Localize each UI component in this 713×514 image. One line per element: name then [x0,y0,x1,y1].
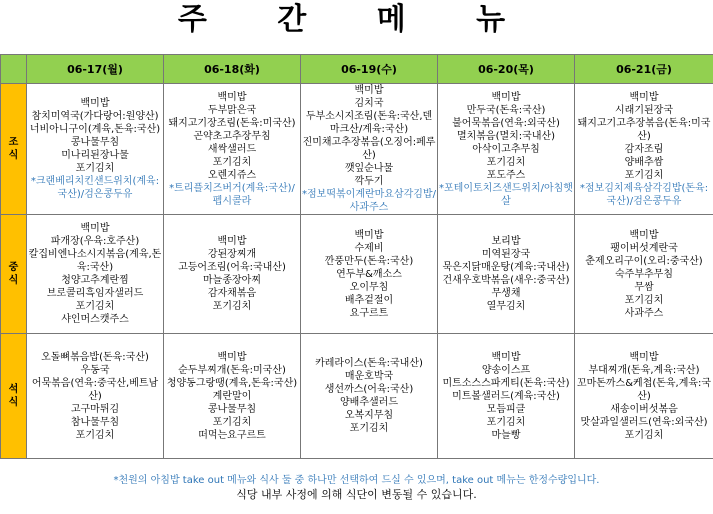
menu-item: 보리밥 [491,236,521,247]
menu-item: 멸치볶음(멸치:국내산) [456,130,556,142]
takeout-note: *천원의 아침밥 take out 메뉴와 식사 둘 중 하나만 선택하여 드실 수 있으며, take out 메뉴는 한정수량입니다. [113,475,600,486]
date-header: 06-20(목) [438,55,575,84]
change-notice: 식당 내부 사정에 의해 식단이 변동될 수 있습니다. [236,488,477,501]
menu-item: 고등어조림(어육:국내산) [178,262,286,273]
page-title: 주 간 메 뉴 [177,2,536,37]
menu-item: 청양고추계란찜 [61,275,129,286]
menu-cell [438,334,575,459]
menu-item: 미트소스스파게티(돈육:국산) [442,377,570,389]
date-header: 06-19(수) [301,55,438,84]
menu-cell [301,334,438,459]
menu-cell [575,215,713,334]
menu-item: 백미밥 [491,91,521,103]
footer-notes [0,474,713,502]
menu-item: 무생채 [491,288,521,299]
date-header-row [1,55,713,84]
takeout-special-item: *점보떡볶이계란마요삼각김밥/사과주스 [302,189,436,213]
menu-item: 새송이버섯볶음 [610,403,678,415]
menu-item: 열무김치 [486,301,526,312]
menu-item: 감자조림 [624,143,664,155]
menu-cell [438,84,575,215]
header-corner [1,55,27,84]
menu-item: 포기김치 [349,423,389,434]
menu-item: 백미밥 [629,91,659,103]
menu-item: 돼지고기고추장볶음(돈육:미국산) [577,117,711,142]
menu-item: 모듬피클 [486,403,526,415]
meal-label-lunch: 중 식 [1,215,27,334]
menu-item: 순두부찌개(돈육:미국산) [178,364,286,376]
menu-item: 양배추쌈 [624,156,664,168]
menu-item: 아삭이고추무침 [472,143,540,155]
menu-item: 포기김치 [624,169,664,181]
menu-item: 두부맑은국 [207,104,257,116]
menu-item: 백미밥 [629,229,659,241]
date-header: 06-18(화) [164,55,301,84]
menu-cell [575,84,713,215]
menu-item: 파개장(우육:호주산) [50,236,140,247]
menu-item: 배추겉절이 [344,294,394,306]
menu-item: 샤인머스캣주스 [61,314,129,325]
menu-item: 오렌지쥬스 [207,169,257,181]
menu-item: 포기김치 [75,429,115,441]
menu-item: 마늘빵 [491,429,521,441]
menu-item: 묵은지닭매운탕(계육:국내산) [442,262,570,273]
menu-item: 마늘종장아찌 [203,275,261,286]
menu-item: 청양동그랑땡(계육,돈육:국산) [166,377,298,389]
menu-item: 돼지고기장조림(돈육:미국산) [168,117,296,129]
menu-item: 깻잎순나물 [344,163,394,174]
menu-item: 백미밥 [80,98,110,109]
menu-item: 불어묵볶음(연육:외국산) [452,117,560,129]
menu-item: 양송이스프 [481,364,531,376]
menu-item: 시래기된장국 [615,104,673,116]
menu-item: 부대찌개(돈육,계육:국산) [588,364,700,376]
menu-item: 깐풍만두(돈육:국산) [324,255,414,267]
menu-item: 참나물무침 [70,416,120,428]
menu-item: 포기김치 [486,416,526,428]
menu-item: 무쌈 [634,281,654,293]
menu-item: 생선까스(어육:국산) [324,384,414,395]
menu-item: 백미밥 [217,351,247,363]
menu-item: 고구마튀김 [70,403,120,415]
menu-item: 요구르트 [349,307,389,319]
breakfast-row [1,84,713,215]
menu-item: 콩나물무침 [70,137,120,148]
menu-item: 어묵볶음(연육:중국산,베트남산) [31,377,159,402]
takeout-special-item: *포테이토치즈샌드위치/아침햇살 [439,182,573,207]
menu-cell [301,215,438,334]
menu-item: 포기김치 [212,301,252,312]
menu-item: 두부소시지조림(돈육:국산,덴마크산/계육:국산) [305,111,433,135]
takeout-special-item: *점보김치제육삼각김밥(돈육:국산)/검은콩두유 [579,182,709,207]
menu-item: 오돌뼈볶음밥(돈육:국산) [41,351,149,363]
menu-cell [27,334,164,459]
menu-item: 포기김치 [75,301,115,312]
menu-cell [438,215,575,334]
date-header: 06-21(금) [575,55,713,84]
menu-item: 진미채고추장볶음(오징어:페루산) [302,137,436,161]
menu-item: 포기김치 [75,163,115,174]
menu-cell [164,334,301,459]
menu-item: 콩나물무침 [207,403,257,415]
menu-item: 만두국(돈육:국산) [466,104,546,116]
menu-item: 포기김치 [212,416,252,428]
menu-item: 참치미역국(가다랑어:원양산) [31,111,159,122]
takeout-special-item: *크랜베리치킨샌드위치(계육:국산)/검은콩두유 [30,176,160,200]
menu-cell [575,334,713,459]
dinner-row [1,334,713,459]
menu-item: 매운호박국 [344,371,394,382]
menu-item: 미나리된장나물 [61,150,129,161]
menu-item: 오이무침 [349,281,389,293]
menu-item: 사과주스 [624,307,664,319]
menu-item: 계란말이 [212,390,252,402]
meal-label-breakfast: 조 식 [1,84,27,215]
menu-item: 백미밥 [354,85,384,96]
menu-item: 백미밥 [354,229,384,241]
menu-item: 브로콜리흑임자샐러드 [46,288,144,299]
menu-cell [164,215,301,334]
menu-item: 떠먹는요구르트 [198,429,266,441]
weekly-menu-table [0,54,713,459]
menu-item: 맛살과일샐러드(연육:외국산) [580,416,708,428]
menu-item: 백미밥 [217,91,247,103]
menu-item: 백미밥 [80,223,110,234]
menu-item: 우동국 [80,364,110,376]
menu-item: 포기김치 [486,156,526,168]
menu-item: 강된장찌개 [207,249,257,260]
menu-item: 미트볼샐러드(계육:국산) [452,390,560,402]
menu-item: 양배추샐러드 [340,397,398,408]
menu-item: 오복지무침 [344,410,394,421]
date-header: 06-17(월) [27,55,164,84]
menu-cell [27,84,164,215]
menu-cell [301,84,438,215]
menu-item: 꼬마돈까스&케첩(돈육,계육:국산) [576,377,712,402]
menu-item: 포도주스 [486,169,526,181]
menu-item: 백미밥 [491,351,521,363]
menu-item: 춘제오리구이(오리:중국산) [585,255,703,267]
menu-item: 새싹샐러드 [207,143,257,155]
menu-item: 감자채볶음 [207,288,257,299]
takeout-special-item: *트리플치즈버거(계육:국산)/펩시콜라 [169,182,295,207]
menu-item: 연두부&깨소스 [336,268,402,280]
menu-cell [27,215,164,334]
menu-item: 포기김치 [624,429,664,441]
menu-item: 김치국 [354,98,384,109]
menu-item: 백미밥 [629,351,659,363]
menu-item: 포기김치 [212,156,252,168]
menu-cell [164,84,301,215]
menu-item: 미역된장국 [481,249,531,260]
meal-label-dinner: 석 식 [1,334,27,459]
menu-item: 건새우호박볶음(새우:중국산) [442,275,570,286]
menu-item: 수제비 [354,242,384,254]
menu-item: 너비아니구이(계육,돈육:국산) [29,124,161,135]
menu-item: 팽이버섯계란국 [610,242,678,254]
menu-item: 숙주부추무침 [615,268,673,280]
menu-item: 카레라이스(돈육:국내산) [315,358,423,369]
menu-item: 곤약초고추장무침 [193,130,271,142]
menu-item: 포기김치 [624,294,664,306]
menu-item: 깍두기 [354,176,384,187]
menu-item: 칼집비엔나소시지볶음(계육,돈육:국산) [28,249,162,273]
menu-item: 백미밥 [217,236,247,247]
lunch-row [1,215,713,334]
